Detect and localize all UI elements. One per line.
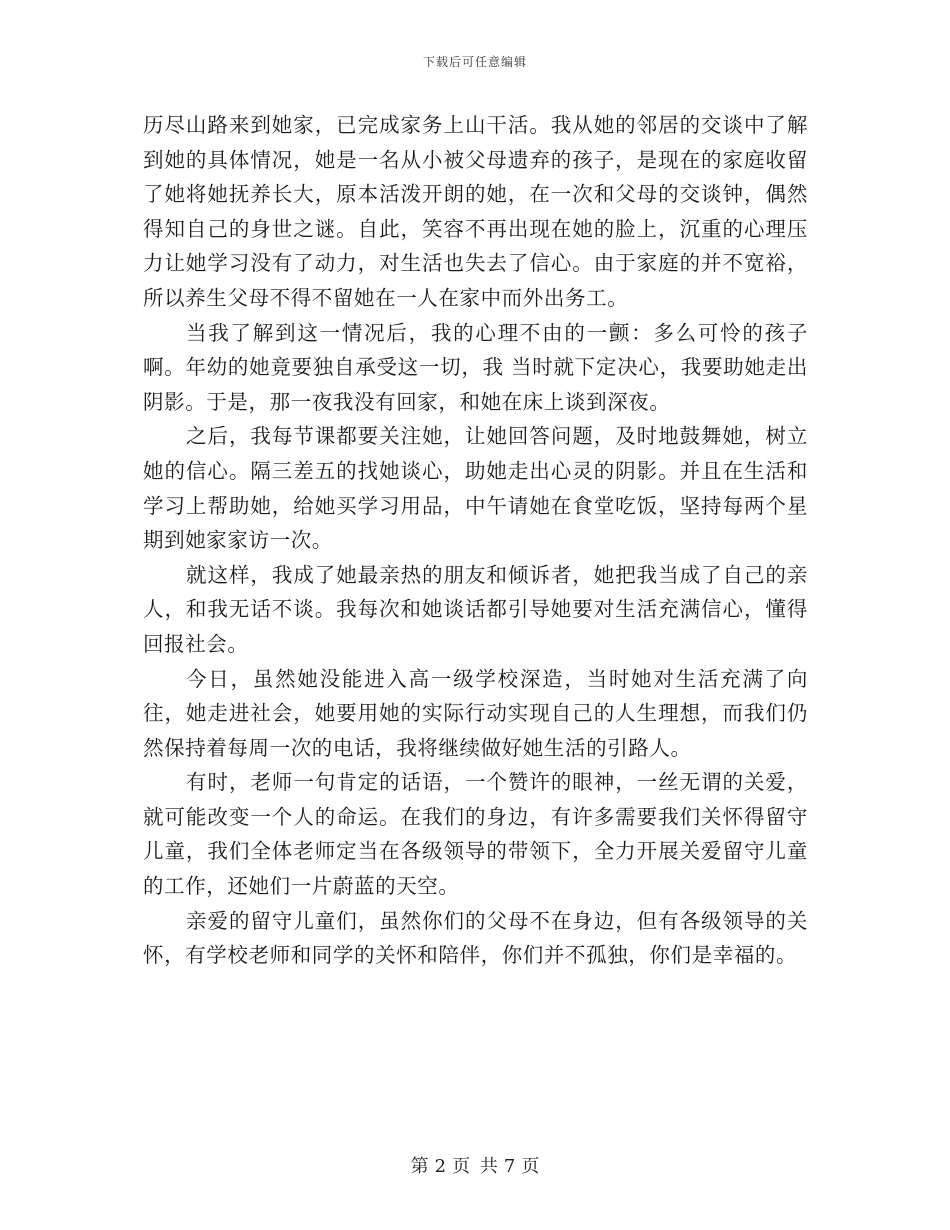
footer-prefix: 第 — [410, 1156, 429, 1177]
paragraph-5: 今日，虽然她没能进入高一级学校深造，当时她对生活充满了向往，她走进社会，她要用她的实际行动实现自己的人生理想，而我们仍然保持着每周一次的电话，我将继续做好她生活的引路人。 — [143, 666, 808, 760]
page-number-footer — [0, 1152, 950, 1178]
paragraph-7: 亲爱的留守儿童们，虽然你们的父母不在身边，但有各级领导的关怀，有学校老师和同学的关怀和陪伴，你们并不孤独，你们是幸福的。 — [143, 908, 808, 968]
paragraph-6: 有时，老师一句肯定的话语，一个赞许的眼神，一丝无谓的关爱，就可能改变一个人的命运。在我们的身边，有许多需要我们关怀得留守儿童，我们全体老师定当在各级领导的带领下，全力开展关爱留守儿童的工作，还她们一片蔚蓝的天空。 — [143, 770, 808, 899]
paragraph-2: 当我了解到这一情况后，我的心理不由的一颤：多么可怜的孩子啊。年幼的她竟要独自承受这一切，我 当时就下定决心，我要助她走出阴影。于是，那一夜我没有回家，和她在床上谈到深夜。 — [143, 320, 808, 414]
paragraph-1: 历尽山路来到她家，已完成家务上山干活。我从她的邻居的交谈中了解到她的具体情况，她是一名从小被父母遗弃的孩子，是现在的家庭收留了她将她抚养长大，原本活泼开朗的她，在一次和父母的交谈钟，偶然得知自己的身世之谜。自此，笑容不再出现在她的脸上，沉重的心理压力让她学习没有了动力，对生活也失去了信心。由于家庭的并不宽裕，所以养生父母不得不留她在一人在家中而外出务工。 — [143, 113, 808, 310]
footer-current-page: 2 — [434, 1156, 447, 1177]
footer-total-pages: 7 — [503, 1156, 516, 1177]
footer-middle: 页 共 — [452, 1156, 498, 1177]
document-body — [143, 108, 808, 973]
footer-suffix: 页 — [521, 1156, 540, 1177]
paragraph-3: 之后，我每节课都要关注她，让她回答问题，及时地鼓舞她，树立她的信心。隔三差五的找她谈心，助她走出心灵的阴影。并且在生活和学习上帮助她，给她买学习用品，中午请她在食堂吃饭，坚持每两个星期到她家家访一次。 — [143, 424, 808, 553]
paragraph-4: 就这样，我成了她最亲热的朋友和倾诉者，她把我当成了自己的亲人，和我无话不谈。我每次和她谈话都引导她要对生活充满信心，懂得回报社会。 — [143, 562, 808, 656]
page-header-note: 下载后可任意编辑 — [422, 55, 527, 69]
